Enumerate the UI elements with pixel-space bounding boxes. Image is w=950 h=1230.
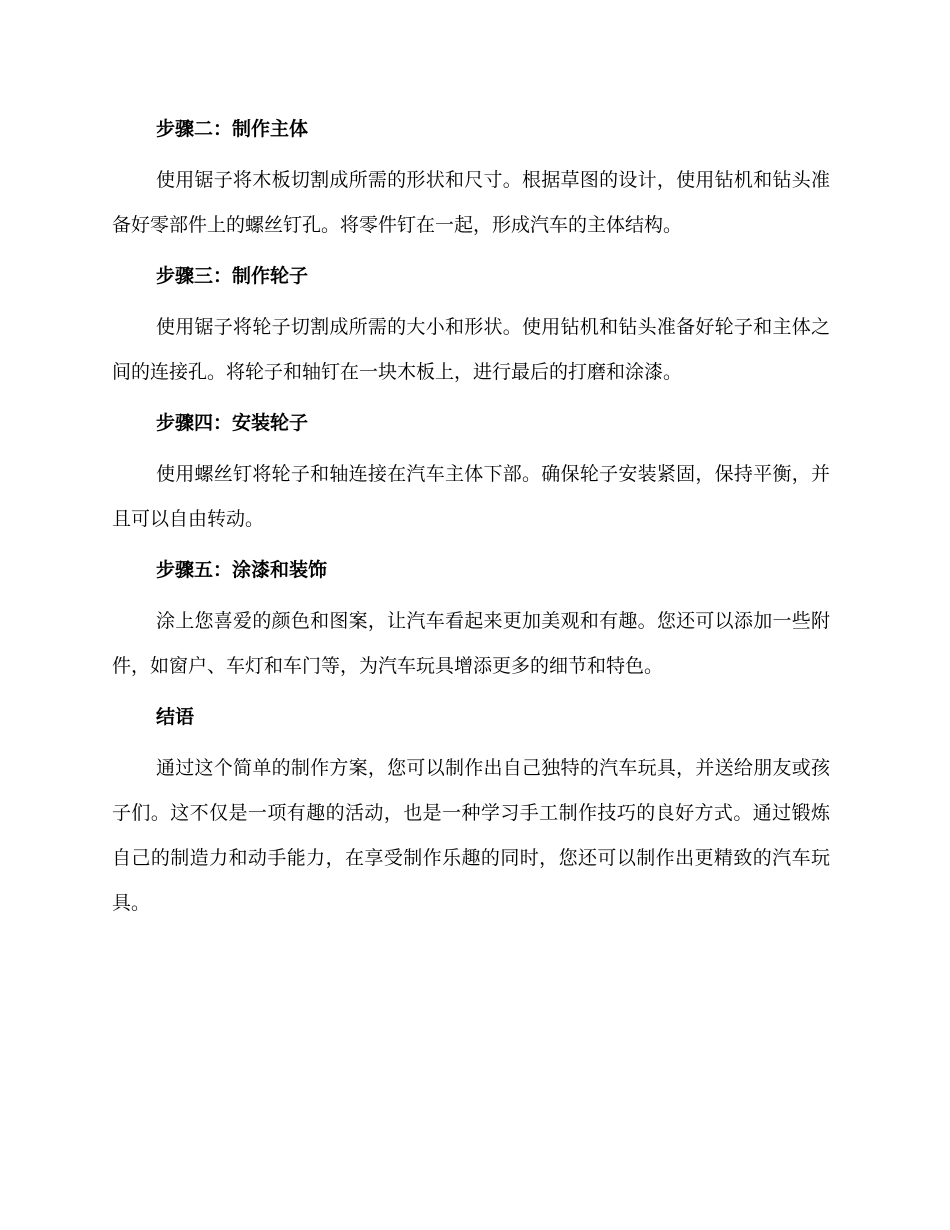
section-heading-step-2: 步骤二：制作主体 <box>156 118 309 140</box>
section-heading-step-5: 步骤五：涂漆和装饰 <box>156 559 328 581</box>
section-paragraph-conclusion: 通过这个简单的制作方案，您可以制作出自己独特的汽车玩具，并送给朋友或孩子们。这不仅是一项有趣的活动，也是一种学习手工制作技巧的良好方式。通过锻炼自己的制造力和动手能力，在享受制作乐趣的同时，您还可以制作出更精致的汽车玩具。 <box>112 757 830 914</box>
document-body <box>112 113 830 938</box>
section-paragraph-step-3: 使用锯子将轮子切割成所需的大小和形状。使用钻机和钻头准备好轮子和主体之间的连接孔。将轮子和轴钉在一块木板上，进行最后的打磨和涂漆。 <box>112 316 830 383</box>
section-heading-conclusion: 结语 <box>156 706 195 728</box>
section-heading-step-4: 步骤四：安装轮子 <box>156 412 309 434</box>
section-paragraph-step-2: 使用锯子将木板切割成所需的形状和尺寸。根据草图的设计，使用钻机和钻头准备好零部件上的螺丝钉孔。将零件钉在一起，形成汽车的主体结构。 <box>112 169 830 236</box>
section-paragraph-step-5: 涂上您喜爱的颜色和图案，让汽车看起来更加美观和有趣。您还可以添加一些附件，如窗户、车灯和车门等，为汽车玩具增添更多的细节和特色。 <box>112 610 830 677</box>
section-paragraph-step-4: 使用螺丝钉将轮子和轴连接在汽车主体下部。确保轮子安装紧固，保持平衡，并且可以自由转动。 <box>112 463 830 530</box>
section-heading-step-3: 步骤三：制作轮子 <box>156 265 309 287</box>
